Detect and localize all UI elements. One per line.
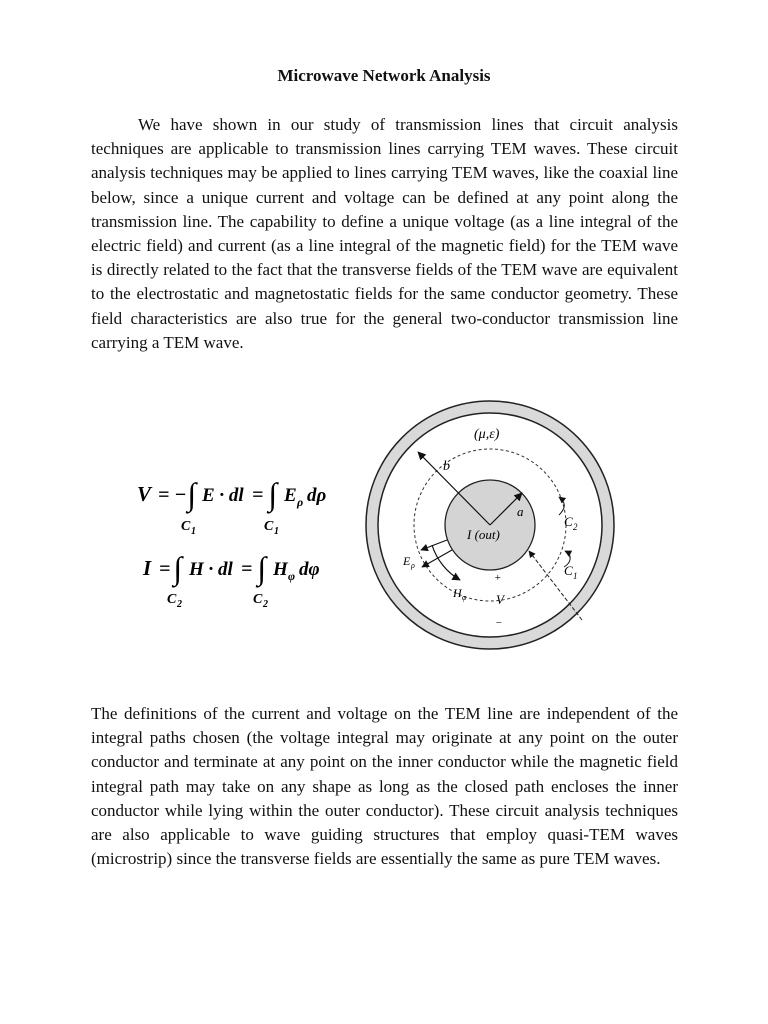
- equals-sign: = −: [158, 484, 187, 506]
- integral-sign: ∫: [257, 550, 266, 586]
- equals-sign: =: [252, 484, 264, 506]
- c2-label: C: [564, 514, 573, 529]
- equals-sign: =: [159, 558, 171, 580]
- voltage-label: V: [496, 592, 504, 607]
- coaxial-line-figure: [127, 385, 663, 660]
- e-field-subscript: ρ: [411, 561, 415, 570]
- integral-sign: ∫: [187, 476, 196, 512]
- c1-subscript: 1: [573, 571, 578, 581]
- page-title: Microwave Network Analysis: [277, 66, 491, 85]
- coax-diagram: [366, 401, 614, 649]
- path-label: C: [167, 592, 177, 607]
- equals-sign: =: [241, 558, 253, 580]
- path-label: C: [181, 519, 191, 534]
- plus-sign: +: [494, 572, 502, 584]
- e-field-label: E: [403, 554, 411, 568]
- intro-paragraph: We have shown in our study of transmission lines that circuit analysis techniques are applicable to transmission lines carrying TEM waves. These circuit analysis techniques may be applied to lines carrying TEM waves, like the coaxial line below, since a unique current and voltage can be defined at any point along the transmission line. The capability to define a unique voltage (as a line integral of the electric field) and current (as a line integral of the magnetic field) for the TEM wave is directly related to the fact that the transverse fields of the TEM wave are equivalent to the electrostatic and magnetostatic fields for the same conductor geometry. These field characteristics are also true for the general two-conductor transmission line carrying a TEM wave.: [91, 115, 678, 352]
- current-symbol: I: [143, 556, 152, 580]
- path-subscript: 1: [274, 526, 279, 537]
- current-field-subscript: φ: [288, 569, 296, 583]
- medium-label: (μ,ε): [474, 427, 500, 442]
- c2-subscript: 2: [573, 522, 578, 532]
- integral-sign: ∫: [173, 550, 182, 586]
- figure-svg: [127, 385, 663, 660]
- integral-sign: ∫: [268, 476, 277, 512]
- voltage-field-symbol: E: [284, 485, 297, 506]
- minus-sign: −: [495, 617, 503, 629]
- voltage-equation: [137, 476, 327, 537]
- h-field-label: H: [453, 586, 462, 600]
- h-field-subscript: φ: [462, 593, 467, 602]
- voltage-differential: dρ: [307, 485, 327, 506]
- path-label: C: [264, 519, 274, 534]
- voltage-integrand: E · dl: [202, 485, 244, 506]
- current-differential: dφ: [299, 559, 320, 580]
- c1-label: C: [564, 563, 573, 578]
- path-subscript: 1: [191, 526, 196, 537]
- inner-radius-label: a: [517, 504, 524, 519]
- outer-radius-label: b: [443, 459, 450, 474]
- path-subscript: 2: [263, 599, 268, 610]
- current-label: I (out): [467, 527, 500, 542]
- voltage-field-subscript: ρ: [297, 495, 304, 509]
- current-equation: [142, 550, 320, 610]
- current-integrand: H · dl: [189, 559, 233, 580]
- path-subscript: 2: [177, 599, 182, 610]
- definitions-paragraph: The definitions of the current and voltage on the TEM line are independent of the integral paths chosen (the voltage integral may originate at any point on the outer conductor and terminate at any point on the inner conductor while the magnetic field integral path may take on any shape as long as the closed path encloses the inner conductor while lying within the outer conductor). These circuit analysis techniques are also applicable to wave guiding structures that employ quasi-TEM waves (microstrip) since the transverse fields are essentially the same as pure TEM waves.: [91, 704, 678, 869]
- path-label: C: [253, 592, 263, 607]
- voltage-symbol: V: [137, 482, 152, 506]
- current-field-symbol: H: [273, 559, 288, 580]
